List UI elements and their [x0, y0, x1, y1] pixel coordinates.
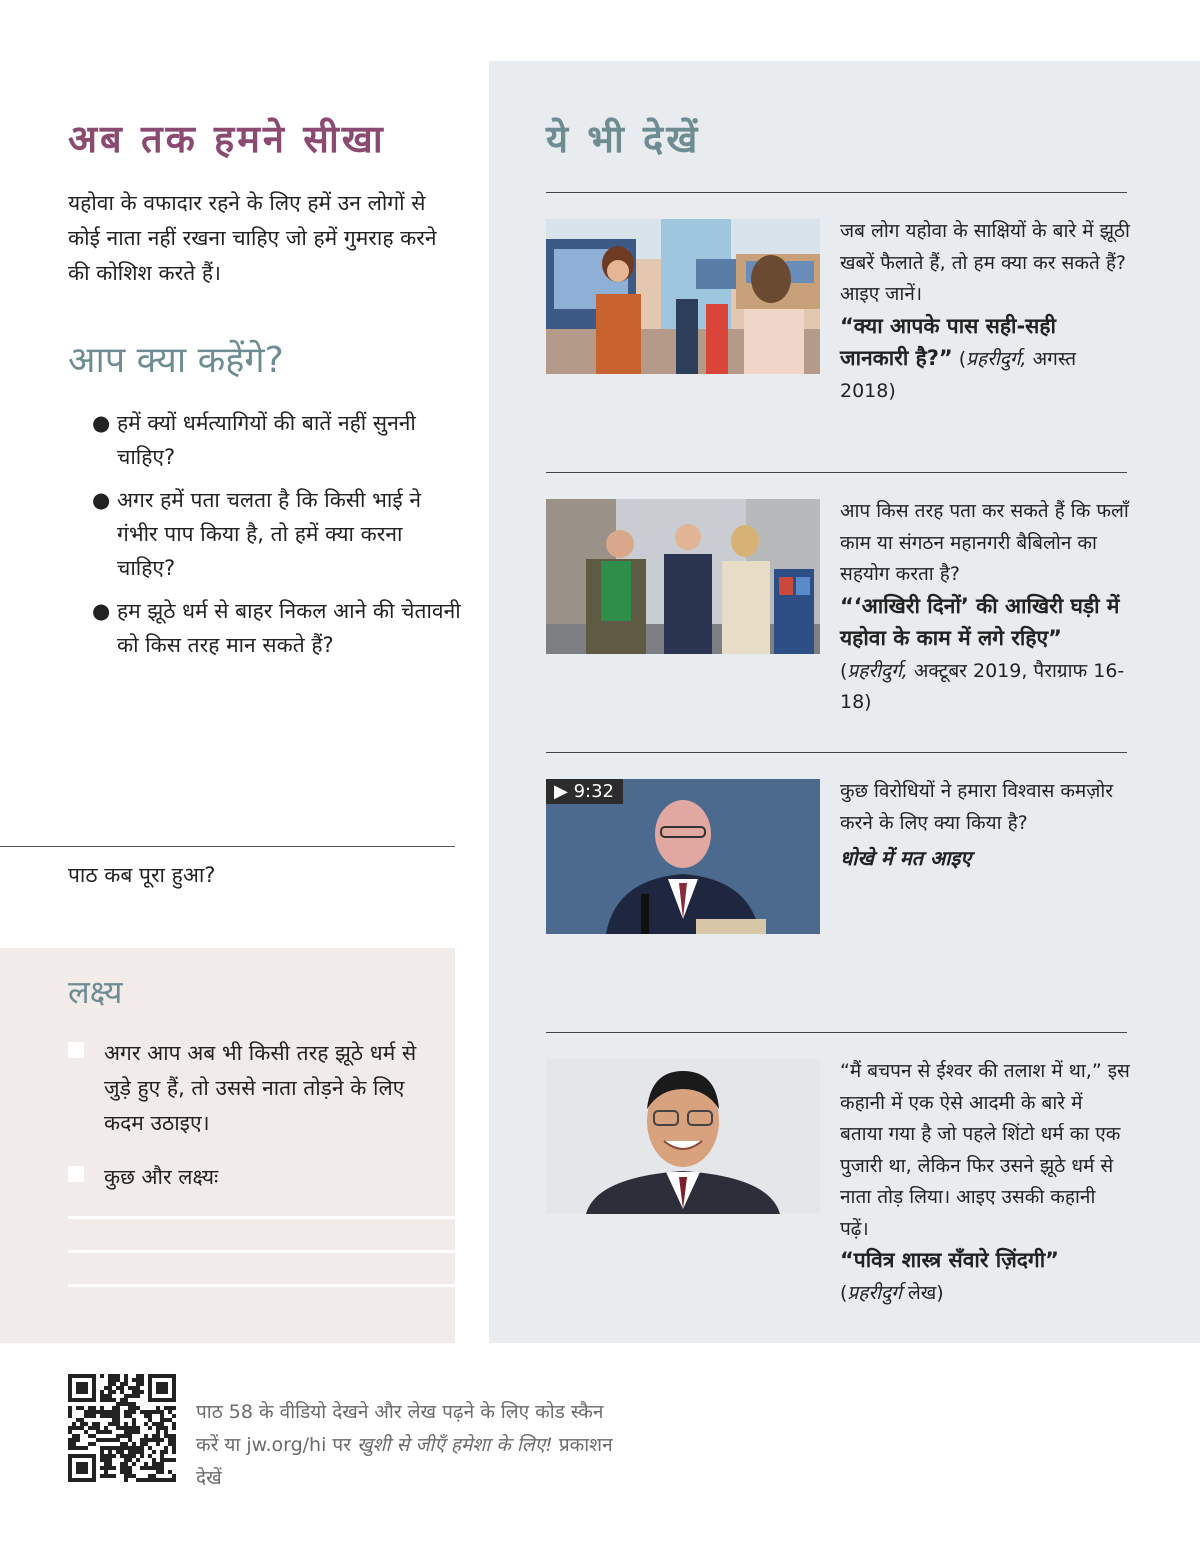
- goal-checkbox[interactable]: [68, 1042, 84, 1058]
- divider: [546, 472, 1127, 473]
- heading-see-also: ये भी देखें: [546, 117, 701, 161]
- divider: [0, 846, 455, 847]
- review-questions: [92, 406, 462, 671]
- lesson-summary: यहोवा के वफादार रहने के लिए हमें उन लोगों से कोई नाता नहीं रखना चाहिए जो हमें गुमराह करने की कोशिश करते हैं।: [68, 191, 437, 285]
- video-thumbnail[interactable]: [546, 779, 820, 934]
- bullet-icon: ●: [92, 488, 111, 512]
- heading-what-would-you-say: आप क्या कहेंगे?: [68, 340, 284, 381]
- heading-learned: अब तक हमने सीखा: [68, 117, 386, 161]
- see-also-item: जब लोग यहोवा के साक्षियों के बारे में झूठी खबरें फैलाते हैं, तो हम क्या कर सकते हैं? आइए जानें। “क्या आपके पास सही-सही जानकारी है?” (प्रहरीदुर्ग, अगस्त 2018): [840, 216, 1130, 407]
- street-witnessing-image[interactable]: [546, 499, 820, 654]
- see-also-item: [840, 776, 1130, 875]
- lesson-completed-label: पाठ कब पूरा हुआ?: [68, 863, 216, 887]
- bullet-icon: ●: [92, 599, 111, 623]
- item-title-link[interactable]: “क्या आपके पास सही-सही जानकारी है?”: [840, 313, 1056, 370]
- portrait-image[interactable]: [546, 1059, 820, 1214]
- goal-text: कुछ और लक्ष्यः: [104, 1165, 219, 1189]
- bullet-icon: ●: [92, 411, 111, 435]
- item-description: कुछ विरोधियों ने हमारा विश्वास कमज़ोर करने के लिए क्या किया है?: [840, 780, 1114, 834]
- item-description: “मैं बचपन से ईश्वर की तलाश में था,” इस कहानी में एक ऐसे आदमी के बारे में बताया गया है जो पहले शिंटो धर्म का एक पुजारी था, लेकिन फिर उसने झूठे धर्म से नाता तोड़ लिया। आइए उसकी कहानी पढ़ें।: [840, 1060, 1130, 1240]
- video-duration-badge: ▶ 9:32: [546, 779, 623, 804]
- footer-note: पाठ 58 के वीडियो देखने और लेख पढ़ने के लिए कोड स्कैन करें या jw.org/hi पर खुशी से जीएँ हमेशा के लिए! प्रकाशन देखें: [196, 1401, 613, 1489]
- question-item: ● हमें क्यों धर्मत्यागियों की बातें नहीं सुननी चाहिए?: [92, 406, 462, 474]
- divider: [546, 192, 1127, 193]
- qr-code-icon[interactable]: [68, 1374, 176, 1482]
- question-item: ● अगर हमें पता चलता है कि किसी भाई ने गंभीर पाप किया है, तो हमें क्या करना चाहिए?: [92, 483, 462, 585]
- see-also-item: आप किस तरह पता कर सकते हैं कि फलाँ काम या संगठन महानगरी बैबिलोन का सहयोग करता है? “‘आखिरी दिनों’ की आखिरी घड़ी में यहोवा के काम में लगे रहिए” (प्रहरीदुर्ग, अक्टूबर 2019, पैराग्राफ 16-18): [840, 496, 1130, 719]
- writing-line[interactable]: [68, 1250, 455, 1253]
- divider: [546, 1032, 1127, 1033]
- question-item: ● हम झूठे धर्म से बाहर निकल आने की चेतावनी को किस तरह मान सकते हैं?: [92, 594, 462, 662]
- item-description: आप किस तरह पता कर सकते हैं कि फलाँ काम या संगठन महानगरी बैबिलोन का सहयोग करता है?: [840, 500, 1129, 585]
- writing-line[interactable]: [68, 1284, 455, 1287]
- item-description: जब लोग यहोवा के साक्षियों के बारे में झूठी खबरें फैलाते हैं, तो हम क्या कर सकते हैं? आइए जानें।: [840, 220, 1130, 305]
- item-title-link[interactable]: “‘आखिरी दिनों’ की आखिरी घड़ी में यहोवा के काम में लगे रहिए”: [840, 593, 1120, 650]
- divider: [546, 752, 1127, 753]
- news-illustration-image[interactable]: [546, 219, 820, 374]
- see-also-item: “मैं बचपन से ईश्वर की तलाश में था,” इस कहानी में एक ऐसे आदमी के बारे में बताया गया है जो पहले शिंटो धर्म का एक पुजारी था, लेकिन फिर उसने झूठे धर्म से नाता तोड़ लिया। आइए उसकी कहानी पढ़ें। “पवित्र शास्त्र सँवारे ज़िंदगी” (प्रहरीदुर्ग लेख): [840, 1056, 1130, 1309]
- goal-checkbox[interactable]: [68, 1166, 84, 1182]
- goals-heading: लक्ष्य: [68, 973, 123, 1011]
- writing-line[interactable]: [68, 1216, 455, 1219]
- item-title-link[interactable]: “पवित्र शास्त्र सँवारे ज़िंदगी”: [840, 1248, 1059, 1272]
- video-title-link[interactable]: धोखे में मत आइए: [840, 846, 972, 870]
- goal-text: अगर आप अब भी किसी तरह झूठे धर्म से जुड़े हुए हैं, तो उससे नाता तोड़ने के लिए कदम उठाइए।: [104, 1041, 417, 1135]
